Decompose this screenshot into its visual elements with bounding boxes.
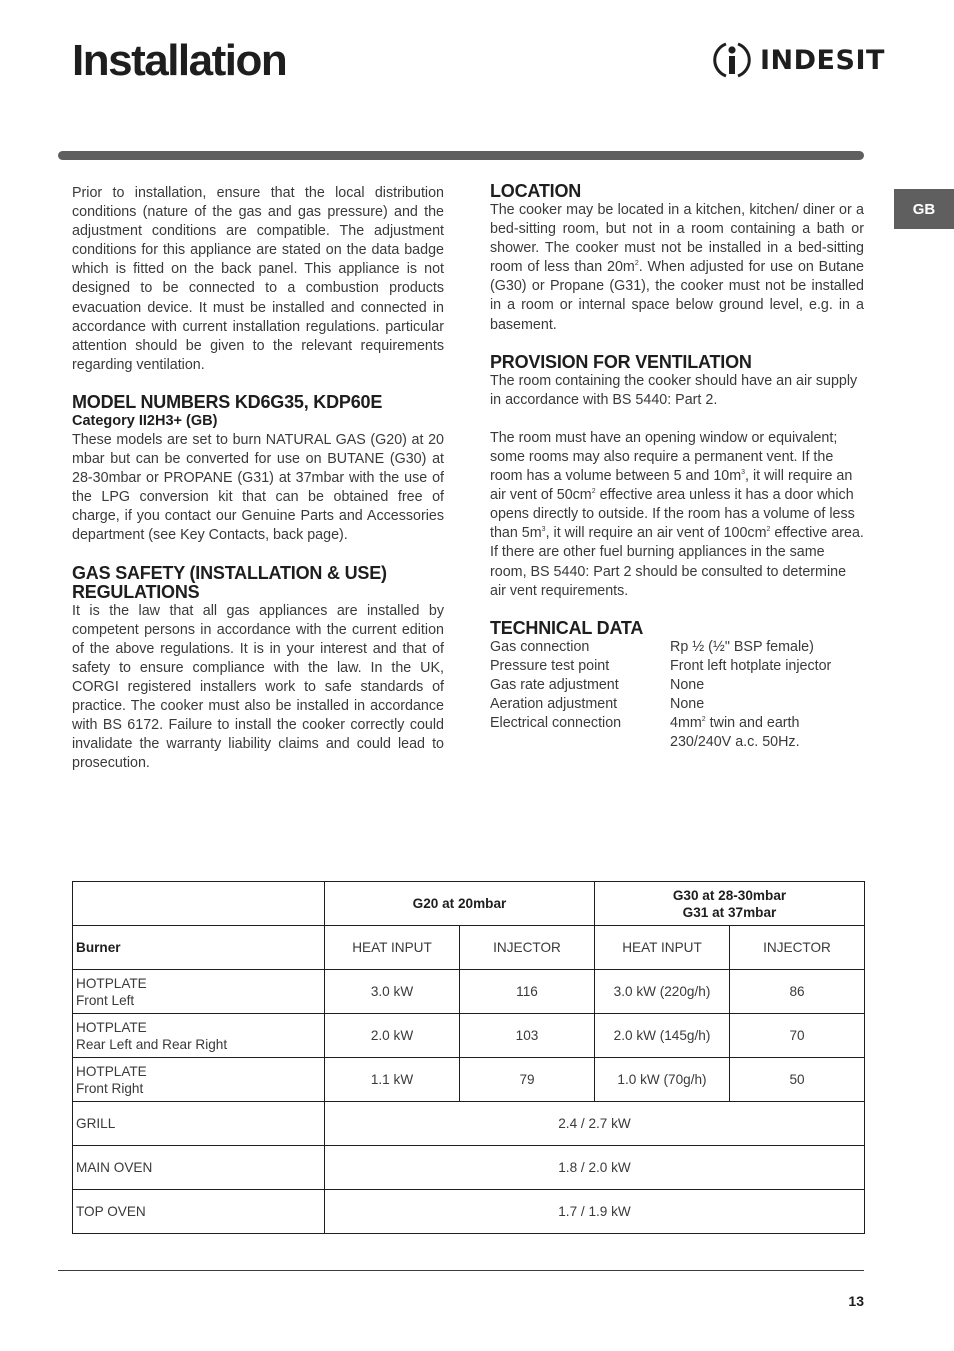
table-row [73,970,865,1014]
table-row [73,1014,865,1058]
technical-data-heading: TECHNICAL DATA [490,617,644,638]
row-label: GRILL [73,1102,325,1146]
ventilation-paragraph-2: The room must have an opening window or equivalent; some rooms may also require a permanent vent. If the room has a volume between 5 and $10m^3$, it will require an air vent of $50cm^2$ effective area unless it has a door which opens directly to outside. If the room has a volume of less than $5m^3$, it will require an air vent of $100cm^2$ effective area. If there are other fuel burning appliances in the same room, BS 5440: Part 2 should be consulted to determine air vent requirements. [490,429,864,599]
footer-rule [58,1270,864,1271]
tech-value: Front left hotplate injector [670,657,832,674]
brand-name: INDESIT [760,44,885,76]
tech-label: Electrical connection [490,715,622,732]
table-cell: 79 [460,1058,595,1102]
table-cell: 1.8 / 2.0 kW [325,1146,865,1190]
tech-label: Gas connection [490,638,590,655]
column-header: HEAT INPUT [595,926,730,970]
page-number: 13 [848,1293,864,1309]
column-header: HEAT INPUT [325,926,460,970]
right-column [490,182,864,752]
header-rule [58,151,864,160]
table-row [73,1146,865,1190]
table-cell: 86 [730,970,865,1014]
table-cell: 103 [460,1014,595,1058]
row-label: HOTPLATE Rear Left and Rear Right [73,1014,325,1058]
table-row [73,1190,865,1234]
table-cell: 1.1 kW [325,1058,460,1102]
column-header: INJECTOR [460,926,595,970]
table-cell: 70 [730,1014,865,1058]
table-cell: 50 [730,1058,865,1102]
table-row [73,926,865,970]
table-cell [73,882,325,926]
tech-label: Aeration adjustment [490,695,618,712]
table-cell: 3.0 kW (220g/h) [595,970,730,1014]
column-header: INJECTOR [730,926,865,970]
tech-label: Gas rate adjustment [490,676,619,693]
table-cell: 1.7 / 1.9 kW [325,1190,865,1234]
location-paragraph: The cooker may be located in a kitchen, kitchen/ diner or a bed-sitting room, but not in a room containing a bath or shower. The cooker must not be installed in a bed-sitting room of less than $20m^2$. When adjusted for use on Butane (G30) or Propane (G31), the cooker must not be installed in a room or internal space below ground level, e.g. in a basement. [490,202,864,333]
gas-safety-heading: GAS SAFETY (INSTALLATION & USE) REGULATIONS [72,562,387,602]
burner-header: Burner [73,926,325,970]
table-cell: 116 [460,970,595,1014]
table-cell: 1.0 kW (70g/h) [595,1058,730,1102]
language-tab: GB [894,189,954,229]
row-label: HOTPLATE Front Right [73,1058,325,1102]
tech-value: None [670,676,705,693]
table-row [73,1058,865,1102]
table-cell: 2.0 kW (145g/h) [595,1014,730,1058]
table-row [73,1102,865,1146]
row-label: HOTPLATE Front Left [73,970,325,1014]
page-title: Installation [72,36,287,85]
model-numbers-paragraph: These models are set to burn NATURAL GAS (G20) at 20 mbar but can be converted for use on BUTANE (G30) at 28-30mbar or PROPANE (G31) at 37mbar with the use of the LPG conversion kit that can be obtained free of charge, if you contact our Genuine Parts and Accessories department (see Key Contacts, back page). [72,431,444,544]
tech-label: Pressure test point [490,657,610,674]
row-label: TOP OVEN [73,1190,325,1234]
intro-paragraph: Prior to installation, ensure that the local distribution conditions (nature of the gas and gas pressure) and the adjustment conditions are compatible. The adjustment conditions for this appliance are stated on the data badge which is fitted on the back panel. This appliance is not designed to be connected to a combustion products evacuation device. It must be installed and connected in accordance with current installation regulations. particular attention should be given to the relevant requirements regarding ventilation. [72,185,444,373]
row-label: MAIN OVEN [73,1146,325,1190]
ventilation-heading: PROVISION FOR VENTILATION [490,351,752,372]
table-row [73,882,865,926]
table-cell: 2.4 / 2.7 kW [325,1102,865,1146]
location-heading: LOCATION [490,181,582,201]
tech-value: Rp ½ (½" BSP female) [670,638,814,655]
group-header-g20: G20 at 20mbar [325,882,595,926]
indesit-logo-icon [712,39,752,81]
gas-safety-paragraph: It is the law that all gas appliances are installed by competent persons in accordance with the current edition of the above regulations. It is in your interest and that of safety to ensure compliance with the law. In the UK, CORGI registered installers work to safe standards of practice. The cooker must also be installed in accordance with BS 6172. Failure to install the cooker correctly could invalidate the warranty liability claims and could lead to prosecution. [72,602,444,772]
table-cell: 2.0 kW [325,1014,460,1058]
category-subheading: Category II2H3+ (GB) [72,412,218,429]
model-numbers-heading: MODEL NUMBERS KD6G35, KDP60E [72,391,383,412]
technical-data-list [490,638,864,753]
burner-data-table [72,881,865,1234]
tech-value: None [670,695,705,712]
table-cell: 3.0 kW [325,970,460,1014]
ventilation-paragraph-1: The room containing the cooker should have an air supply in accordance with BS 5440: Part 2. [490,372,858,408]
group-header-g30-g31: G30 at 28-30mbar G31 at 37mbar [595,882,865,926]
tech-value: $4mm^2$ twin and earth 230/240V a.c. 50Hz. [670,715,800,751]
left-column [72,184,444,773]
brand-logo [712,38,885,82]
